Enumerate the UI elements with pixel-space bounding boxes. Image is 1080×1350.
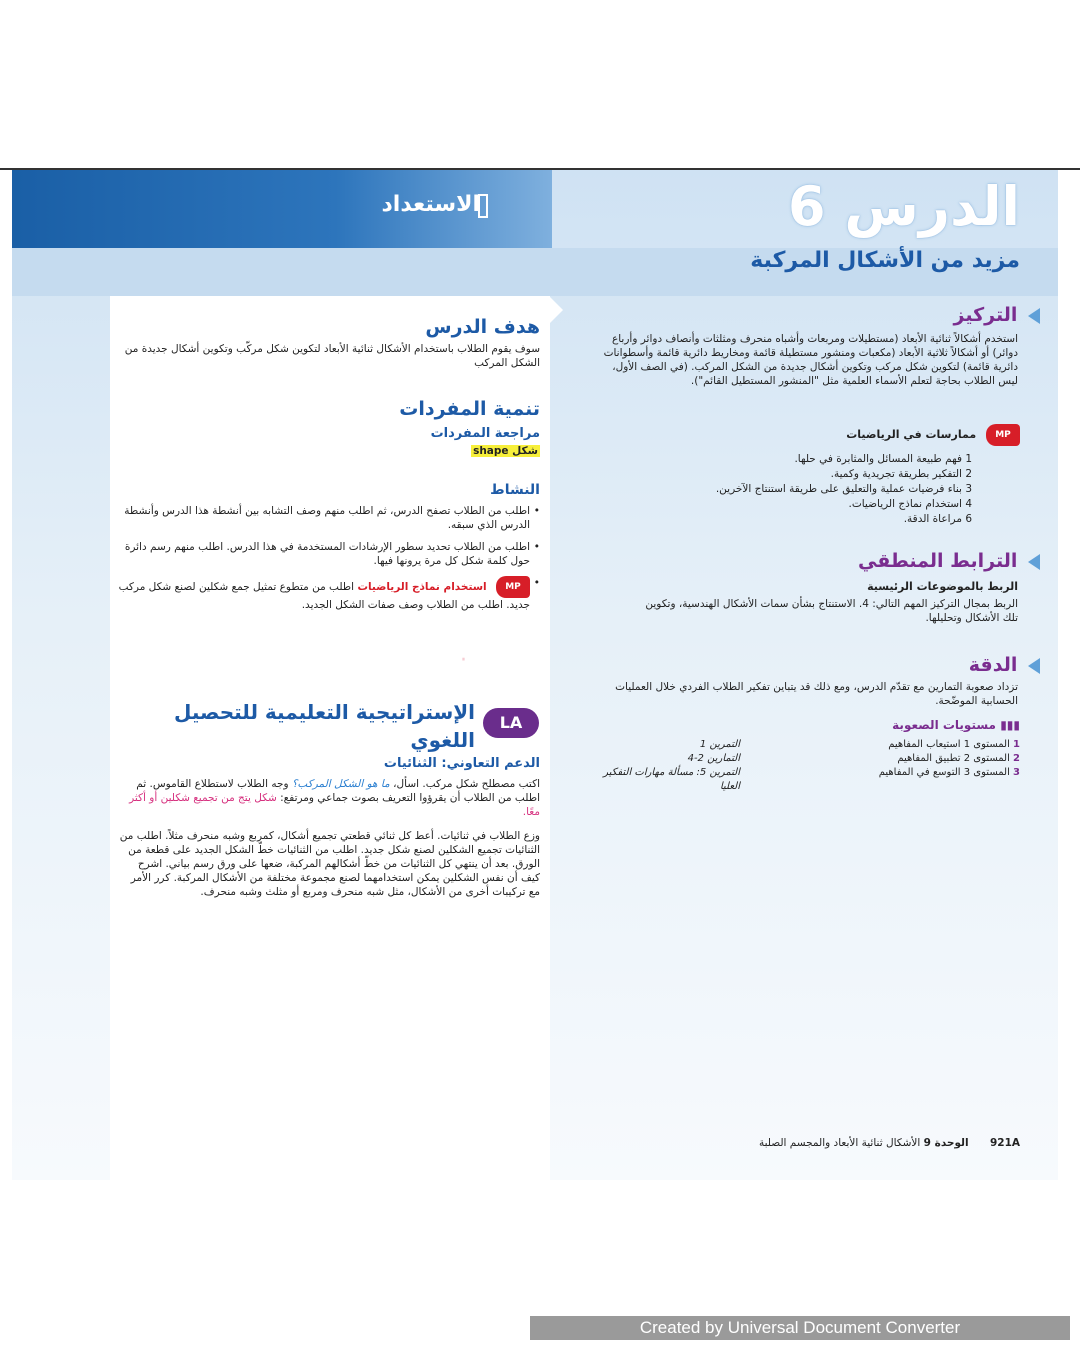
math-practice-icon: MP bbox=[496, 576, 530, 598]
lesson-subtitle: مزيد من الأشكال المركبة bbox=[750, 248, 1020, 273]
difficulty-row bbox=[600, 766, 1020, 794]
level-marker: 2 bbox=[1013, 753, 1020, 764]
vocab-section bbox=[118, 398, 540, 457]
rigor-text: تزداد صعوبة التمارين مع تقدّم الدرس، ومع ذلك قد يتباين تفكير الطلاب الفردي خلال العمليات الحسابية الموضّحة. bbox=[615, 681, 1018, 707]
objective-heading: هدف الدرس bbox=[425, 316, 540, 338]
list-item: • اطلب من الطلاب تحديد سطور الإرشادات المستخدمة في هذا الدرس. اطلب منهم رسم دائرة حول كلمة شكل كل مرة يرونها فيها. bbox=[118, 540, 540, 568]
practices-list bbox=[640, 452, 1020, 526]
list-item: 6 مراعاة الدقة. bbox=[903, 513, 972, 525]
practices-section bbox=[640, 424, 1020, 527]
vocab-subheading: مراجعة المفردات bbox=[430, 426, 540, 441]
practices-title: ممارسات في الرياضيات bbox=[846, 428, 977, 441]
list-item: 3 بناء فرضيات عملية والتعليق على طريقة استنتاج الآخرين. bbox=[715, 483, 972, 495]
bar-chart-icon: ▮▮▮ bbox=[1000, 718, 1020, 732]
la-support-heading: الدعم التعاوني: الثنائيات bbox=[383, 756, 540, 771]
focus-text: استخدم أشكالاً ثنائية الأبعاد (مستطيلات ومربعات وأشباه منحرف ومثلثات وأنصاف دوائر وأرباع دوائر) أو أشكالاً ثلاثية الأبعاد (مكعبات ومنشور مستطيلة قائمة ومخاريط دائرية قائمة وأسطوانات دائرية قائمة) لتكوين شكل مركب وتكوين أشكال جديدة من الشكل المركب. (في الصف الأول، ليس الطلاب بحاجة لتعلم الأسماء العلمية مثل "المنشور المستطيل القائم"). bbox=[603, 333, 1018, 387]
page-number: 921A bbox=[989, 1137, 1020, 1149]
section-label-istiedad: الاستعداد bbox=[381, 192, 480, 217]
math-practice-icon: MP bbox=[986, 424, 1020, 446]
activity-section bbox=[118, 482, 540, 620]
level-exercises: التمارين 2-4 bbox=[687, 753, 740, 764]
panel-tab bbox=[549, 296, 563, 324]
activity-list bbox=[118, 504, 540, 612]
footer-unit: الوحدة 9 bbox=[923, 1137, 969, 1149]
faint-mark: · bbox=[460, 648, 467, 673]
difficulty-row bbox=[600, 752, 1020, 766]
difficulty-section bbox=[600, 718, 1020, 794]
list-item: 1 فهم طبيعة المسائل والمثابرة في حلها. bbox=[794, 453, 972, 465]
level-name: المستوى 2 تطبيق المفاهيم bbox=[897, 753, 1010, 764]
level-exercises: التمرين 1 bbox=[699, 739, 740, 750]
la-question: ما هو الشكل المركب؟ bbox=[291, 778, 390, 790]
list-item bbox=[118, 576, 540, 612]
converter-watermark: Created by Universal Document Converter bbox=[530, 1316, 1070, 1340]
math-practice-lead: استخدام نماذج الرياضيات bbox=[357, 581, 487, 593]
footer-title: الأشكال ثنائية الأبعاد والمجسم الصلبة bbox=[758, 1137, 921, 1149]
level-marker: 1 bbox=[1013, 739, 1020, 750]
coherence-heading: الترابط المنطقي bbox=[857, 550, 1018, 572]
level-name: المستوى 1 استيعاب المفاهيم bbox=[888, 739, 1010, 750]
vocab-heading: تنمية المفردات bbox=[399, 398, 540, 420]
lesson-title: الدرس 6 bbox=[788, 175, 1020, 238]
la-badge: LA bbox=[483, 708, 539, 738]
focus-heading: التركيز bbox=[953, 304, 1018, 326]
objective-section bbox=[118, 316, 540, 370]
triangle-marker-icon bbox=[1028, 658, 1040, 674]
difficulty-row bbox=[600, 738, 1020, 752]
bookmark-icon bbox=[478, 194, 488, 218]
la-title: الإستراتيجية التعليمية للتحصيل اللغوي bbox=[173, 700, 475, 752]
coherence-section bbox=[640, 550, 1040, 625]
math-practice-text: اطلب من متطوع تمثيل جمع شكلين لصنع شكل مركب جديد. اطلب من الطلاب وصف صفات الشكل الجديد. bbox=[118, 581, 530, 611]
level-exercises: التمرين 5: مسألة مهارات التفكير العليا bbox=[603, 767, 740, 792]
rigor-heading: الدقة bbox=[968, 654, 1018, 676]
triangle-marker-icon bbox=[1028, 308, 1040, 324]
la-paragraph-1: اكتب مصطلح شكل مركب. اسأل، ما هو الشكل المركب؟ وجه الطلاب لاستطلاع القاموس. ثم اطلب من الطلاب أن يقرؤوا التعريف بصوت جماعي ومرتفع: شكل يتج من تجميع شكلين أو أكثر معًا. bbox=[129, 778, 540, 818]
vocab-term: شكل shape bbox=[473, 445, 538, 457]
la-paragraph-2: وزع الطلاب في ثنائيات. أعط كل ثنائي قطعتي تجميع أشكال، كمربع وشبه منحرف مثلاً. اطلب من الثنائيات تجميع الشكلين لصنع شكل جديد. اطلب من الثنائيات خطّ الشكل الجديد على قطعة من الورق. بعد أن ينتهي كل الثنائيات من خطّ أشكالهم المركبة، ضعها على ورق رسم بياني. اشرح كيف أن نفس الشكلين يمكن استخدامهما لصنع مجموعة مختلفة من الأشكال المركبة. كرر الأمر مع تركيبات أخرى من الأشكال، مثل شبه منحرف ومربع أو مثلث وشبه منحرف. bbox=[119, 830, 540, 898]
la-definition: شكل يتج من تجميع شكلين أو أكثر معًا. bbox=[129, 792, 540, 818]
difficulty-levels bbox=[600, 738, 1020, 794]
list-item: 4 استخدام نماذج الرياضيات. bbox=[848, 498, 972, 510]
side-copyright-note bbox=[80, 830, 92, 1040]
objective-text: سوف يقوم الطلاب باستخدام الأشكال ثنائية الأبعاد لتكوين شكل مركّب وتكوين أشكال جديدة من الشكل المركب bbox=[124, 343, 540, 369]
la-section bbox=[118, 756, 540, 899]
level-name: المستوى 3 التوسع في المفاهيم bbox=[878, 767, 1010, 778]
list-item: • اطلب من الطلاب تصفح الدرس، ثم اطلب منهم وصف التشابه بين أنشطة هذا الدرس وأنشطة الدرس الذي سبقه. bbox=[118, 504, 540, 532]
focus-section bbox=[590, 304, 1040, 388]
rigor-section bbox=[585, 654, 1040, 708]
activity-heading: النشاط bbox=[490, 482, 540, 498]
triangle-marker-icon bbox=[1028, 554, 1040, 570]
level-marker: 3 bbox=[1013, 767, 1020, 778]
difficulty-title: مستويات الصعوبة bbox=[892, 718, 996, 732]
coherence-subheading: الربط بالموضوعات الرئيسية bbox=[867, 580, 1018, 593]
list-item: 2 التفكير بطريقة تجريدية وكمية. bbox=[830, 468, 972, 480]
coherence-text: الربط بمجال التركيز المهم التالي: 4. الاستنتاج بشأن سمات الأشكال الهندسية، وتكوين تلك الأشكال وتحليلها. bbox=[645, 598, 1018, 624]
page-footer bbox=[660, 1137, 1020, 1149]
